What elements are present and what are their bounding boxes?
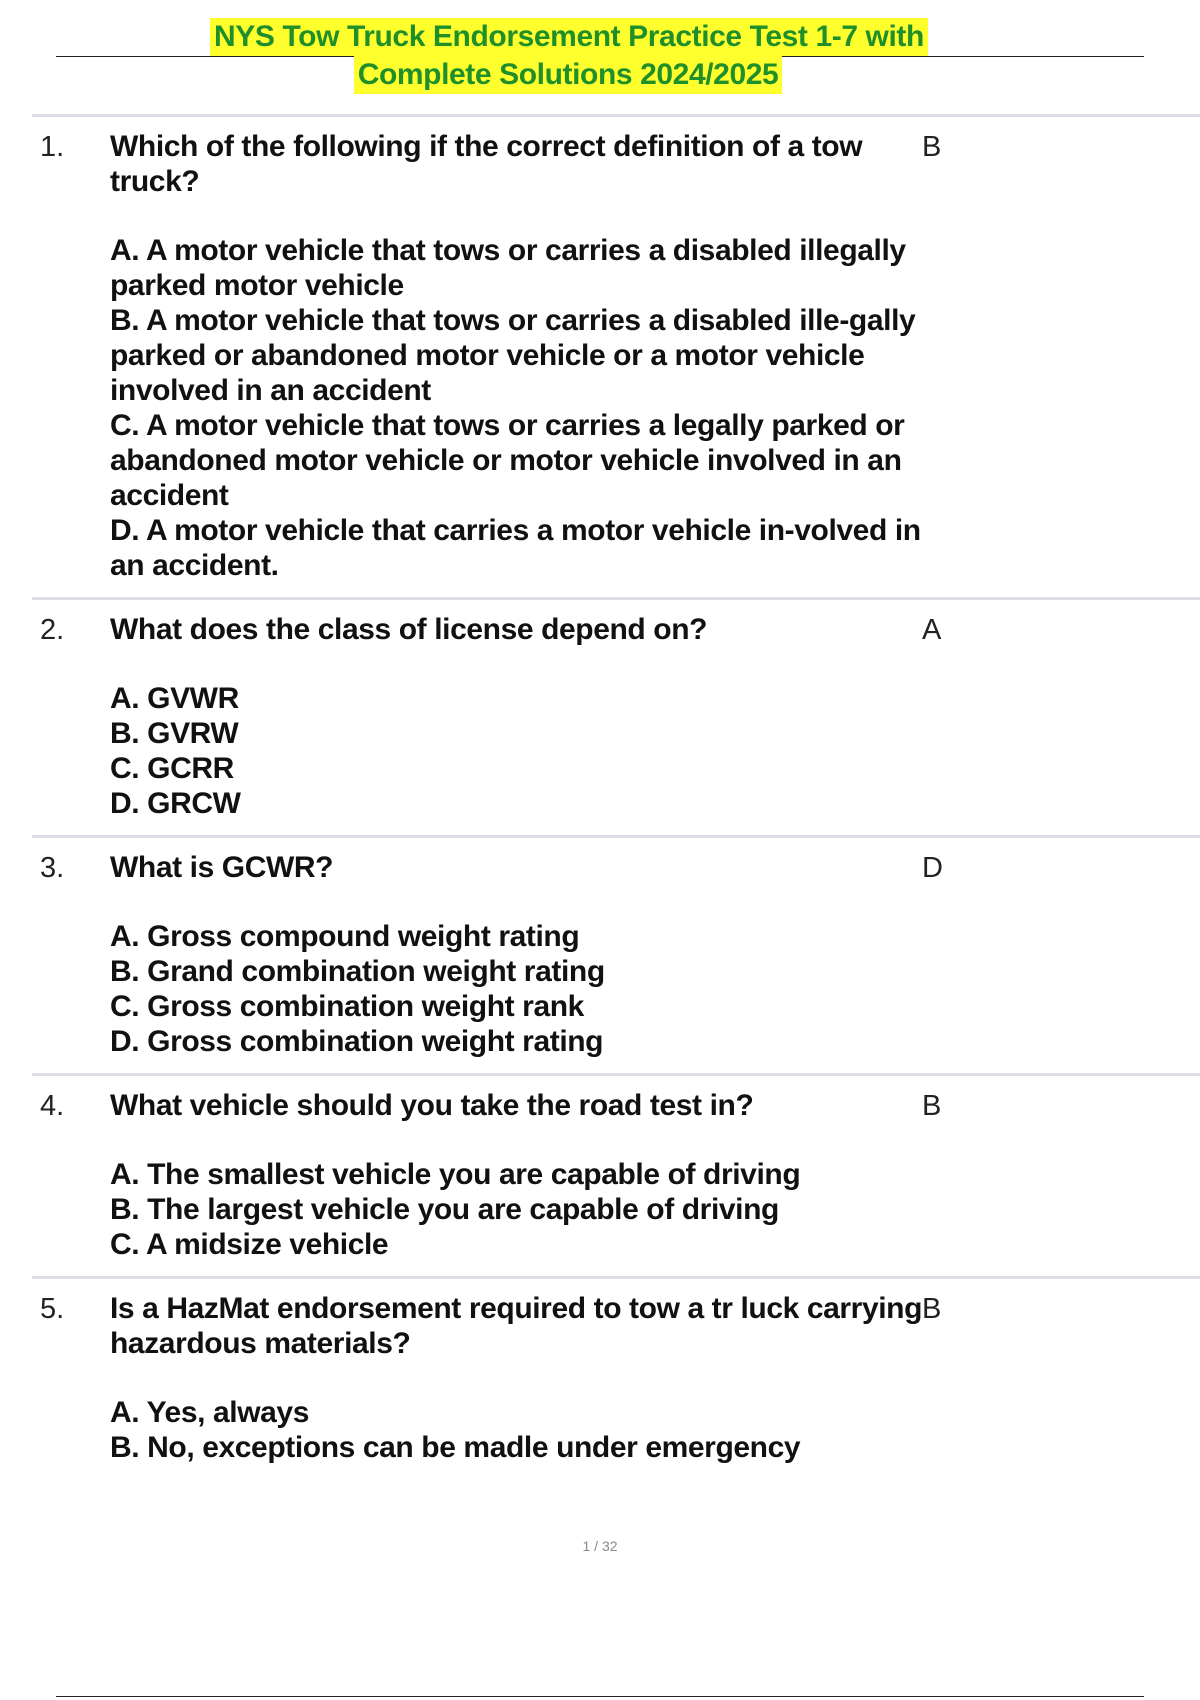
document-title <box>56 18 1144 94</box>
question-text: What is GCWR? <box>110 851 334 884</box>
question-text: What does the class of license depend on? <box>110 613 708 646</box>
answer-option: B. GVRW <box>110 717 239 750</box>
answer-option: A. The smallest vehicle you are capable of driving <box>110 1158 801 1191</box>
answer-option: A. Yes, always <box>110 1396 309 1429</box>
page-indicator: 1 / 32 <box>582 1538 618 1554</box>
question-body <box>110 850 940 1059</box>
question-text: Is a HazMat endorsement required to tow a tr luck carrying hazardous materials? <box>110 1292 923 1360</box>
question-body <box>110 612 940 821</box>
question-item <box>32 1276 1200 1479</box>
answer-option: B. Grand combination weight rating <box>110 955 605 988</box>
question-body <box>110 1088 940 1262</box>
answer-option: A. Gross compound weight rating <box>110 920 580 953</box>
answer-option: D. Gross combination weight rating <box>110 1025 604 1058</box>
footer-rule <box>56 1696 1144 1697</box>
answer-option: A. A motor vehicle that tows or carries a disabled illegally parked motor vehicle <box>110 234 906 302</box>
correct-answer: D <box>922 852 943 884</box>
correct-answer: B <box>922 1090 942 1122</box>
question-item <box>32 835 1200 1073</box>
question-list <box>32 114 1200 1479</box>
title-line-2: Complete Solutions 2024/2025 <box>354 56 783 94</box>
question-number: 1. <box>40 131 65 163</box>
answer-option: B. No, exceptions can be madle under emergency <box>110 1431 801 1464</box>
question-item <box>32 1073 1200 1276</box>
question-body <box>110 129 940 583</box>
answer-option: A. GVWR <box>110 682 239 715</box>
question-number: 4. <box>40 1090 65 1122</box>
answer-option: B. The largest vehicle you are capable of driving <box>110 1193 779 1226</box>
correct-answer: A <box>922 614 942 646</box>
answer-option: D. A motor vehicle that carries a motor vehicle in-volved in an accident. <box>110 514 921 582</box>
answer-option: B. A motor vehicle that tows or carries a disabled ille-gally parked or abandoned motor vehicle or a motor vehicle involved in an accident <box>110 304 916 407</box>
answer-option: C. GCRR <box>110 752 234 785</box>
question-item <box>32 597 1200 835</box>
correct-answer: B <box>922 1293 942 1325</box>
question-number: 2. <box>40 614 65 646</box>
correct-answer: B <box>922 131 942 163</box>
question-number: 5. <box>40 1293 65 1325</box>
title-line-1: NYS Tow Truck Endorsement Practice Test 1-7 with <box>210 18 928 56</box>
answer-option: C. Gross combination weight rank <box>110 990 584 1023</box>
answer-option: C. A motor vehicle that tows or carries a legally parked or abandoned motor vehicle or motor vehicle involved in an accident <box>110 409 905 512</box>
question-text: Which of the following if the correct definition of a tow truck? <box>110 130 863 198</box>
document-header <box>56 18 1144 98</box>
question-body <box>110 1291 940 1465</box>
question-text: What vehicle should you take the road test in? <box>110 1089 754 1122</box>
answer-option: C. A midsize vehicle <box>110 1228 389 1261</box>
question-number: 3. <box>40 852 65 884</box>
question-item <box>32 114 1200 597</box>
answer-option: D. GRCW <box>110 787 241 820</box>
